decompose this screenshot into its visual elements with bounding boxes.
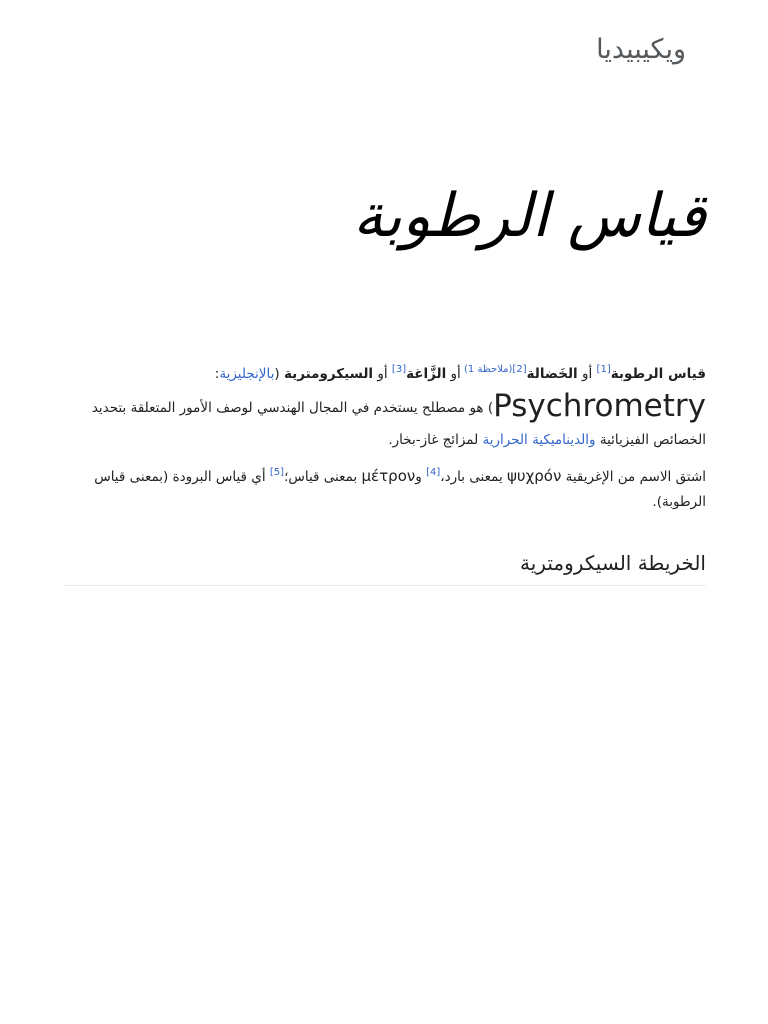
note-open: ( xyxy=(508,364,513,375)
connector-text: أو xyxy=(373,366,392,382)
reference-5[interactable]: [5] xyxy=(269,467,285,478)
etymology-paragraph xyxy=(64,464,706,515)
greek-word-measure: μέτρον xyxy=(361,467,416,485)
etymology-text: و xyxy=(415,469,427,485)
etymology-text: أي قياس البرودة (بمعنى قياس الرطوبة). xyxy=(94,469,706,510)
term-qiyas-alrutuba: قياس الرطوبة xyxy=(610,366,706,382)
section-heading-psychrometric-chart[interactable]: الخريطة السيكرومترية xyxy=(64,551,706,586)
intro-paragraph xyxy=(64,358,706,456)
etymology-text: اشتق الاسم من الإغريقية xyxy=(561,469,706,485)
reference-4[interactable]: [4] xyxy=(426,467,441,478)
term-khadala: الخَضالة xyxy=(526,366,578,382)
note-1-link[interactable]: ملاحظة 1 xyxy=(467,364,509,375)
connector-text: أو xyxy=(446,366,461,382)
latin-term: Psychrometry xyxy=(493,388,706,424)
connector-text: أو xyxy=(577,366,597,382)
reference-3[interactable]: [3] xyxy=(391,364,407,375)
definition-text: ) هو مصطلح يستخدم في المجال الهندسي لوصف الأمور المتعلقة بتحديد الخصائص الفيزيائية xyxy=(91,400,706,448)
term-zagha: الزَّاغة xyxy=(406,366,447,382)
etymology-text: بمعنى قياس؛ xyxy=(284,469,362,485)
paren-open: ( xyxy=(274,366,284,382)
definition-end: لمزائج غاز-بخار. xyxy=(388,432,483,448)
english-language-link[interactable]: بالإنجليزية xyxy=(219,366,275,382)
etymology-text: يمعنى بارد، xyxy=(440,469,507,485)
colon: : xyxy=(214,366,220,382)
article-body xyxy=(64,358,706,515)
page-title: قياس الرطوبة xyxy=(352,181,706,251)
reference-2[interactable]: [2] xyxy=(512,364,527,375)
term-psychrometry-arabic: السيكرومترية xyxy=(283,366,374,382)
site-brand[interactable]: ويكيبيديا xyxy=(596,34,686,65)
greek-word-cold: ψυχρόν xyxy=(507,467,562,485)
note-close: ) xyxy=(460,364,468,375)
thermodynamics-link[interactable]: والديناميكية الحرارية xyxy=(482,432,596,448)
reference-1[interactable]: [1] xyxy=(596,364,611,375)
